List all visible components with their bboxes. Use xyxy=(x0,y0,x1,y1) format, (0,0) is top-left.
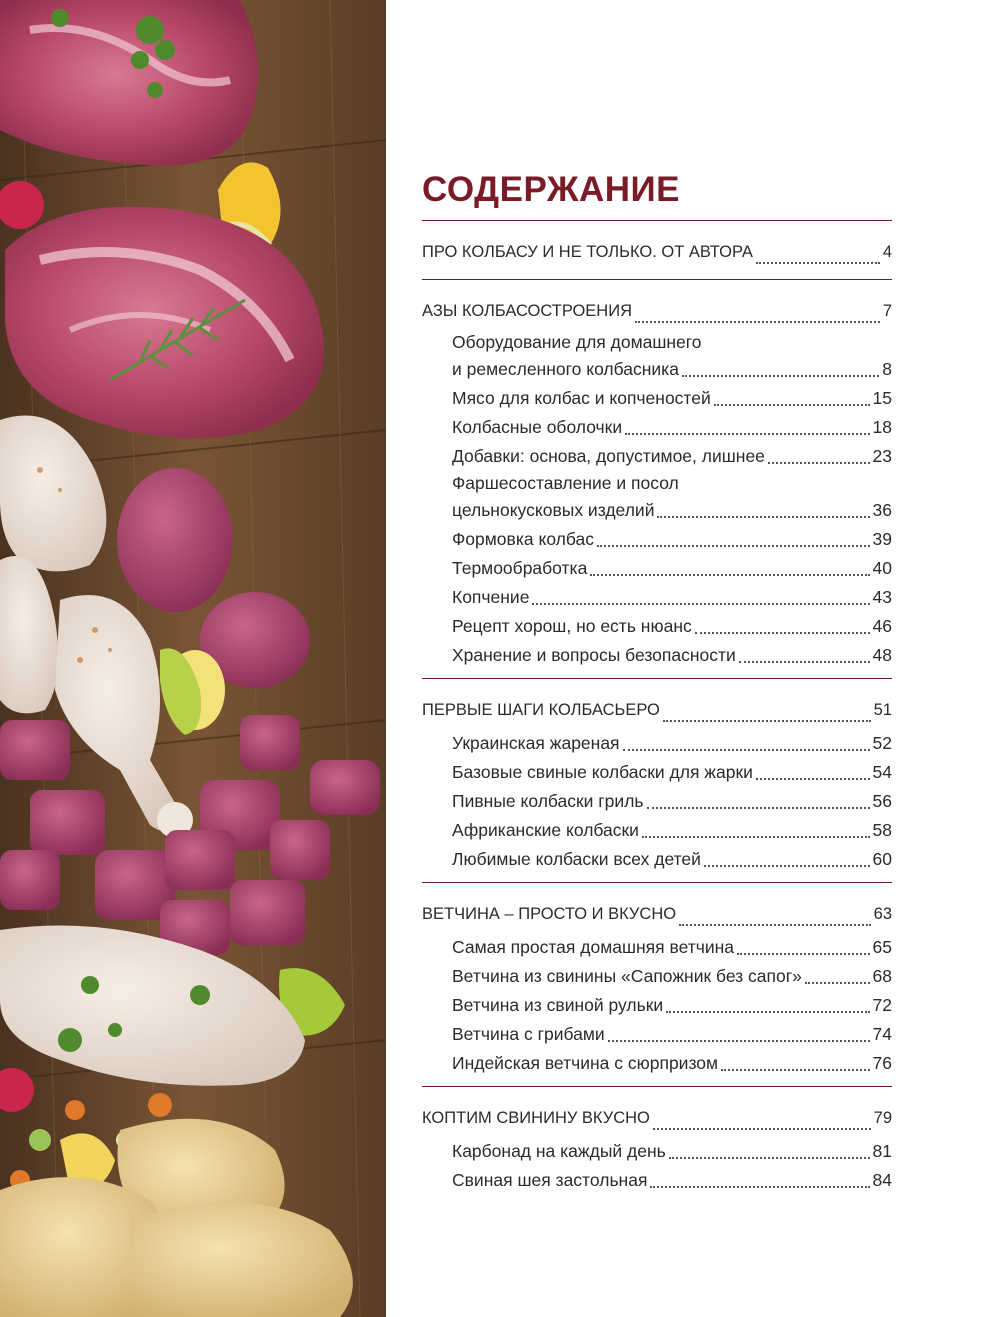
table-of-contents xyxy=(422,160,892,1203)
toc-entry[interactable] xyxy=(422,991,892,1020)
page-number: 84 xyxy=(872,1170,892,1190)
toc-section xyxy=(422,1086,892,1203)
entry-title: Термообработка xyxy=(452,558,588,578)
dot-leader xyxy=(642,836,870,838)
dot-leader xyxy=(650,1186,869,1188)
toc-entry[interactable] xyxy=(422,1137,892,1166)
dot-leader xyxy=(739,661,870,663)
entry-title: цельнокусковых изделий xyxy=(452,500,655,520)
page-number: 63 xyxy=(873,905,892,923)
toc-section xyxy=(422,220,892,279)
section-title: ПРО КОЛБАСУ И НЕ ТОЛЬКО. ОТ АВТОРА xyxy=(422,243,753,261)
page-number: 72 xyxy=(872,995,892,1015)
page-number: 51 xyxy=(873,701,892,719)
toc-section xyxy=(422,882,892,1086)
toc-entry[interactable] xyxy=(422,583,892,612)
meat-photo-illustration xyxy=(0,0,386,1317)
entry-title: Мясо для колбас и копченостей xyxy=(452,388,711,408)
toc-entry[interactable] xyxy=(422,845,892,874)
entry-title: Африканские колбаски xyxy=(452,820,639,840)
page-number: 15 xyxy=(872,388,892,408)
page-number: 65 xyxy=(872,937,892,957)
toc-entry[interactable] xyxy=(422,962,892,991)
toc-section-heading[interactable] xyxy=(422,288,892,330)
dot-leader xyxy=(695,632,870,634)
dot-leader xyxy=(653,1128,871,1130)
dot-leader xyxy=(669,1157,870,1159)
dot-leader xyxy=(756,778,870,780)
toc-entry[interactable] xyxy=(422,384,892,413)
entry-title: Любимые колбаски всех детей xyxy=(452,849,701,869)
toc-entry[interactable] xyxy=(422,413,892,442)
page-number: 36 xyxy=(872,500,892,520)
toc-entry[interactable] xyxy=(422,816,892,845)
page-number: 18 xyxy=(872,417,892,437)
entry-title-line: Оборудование для домашнего xyxy=(452,332,702,352)
dot-leader xyxy=(721,1069,869,1071)
dot-leader xyxy=(590,574,869,576)
page-number: 60 xyxy=(872,849,892,869)
dot-leader xyxy=(805,982,870,984)
toc-entry[interactable] xyxy=(422,525,892,554)
dot-leader xyxy=(663,720,871,722)
entry-title: Копчение xyxy=(452,587,530,607)
toc-section-heading[interactable] xyxy=(422,229,892,271)
toc-entry[interactable] xyxy=(422,933,892,962)
entry-title: Свиная шея застольная xyxy=(452,1170,648,1190)
dot-leader xyxy=(704,865,870,867)
entry-title: Ветчина из свиной рульки xyxy=(452,995,664,1015)
toc-section-heading[interactable] xyxy=(422,1095,892,1137)
dot-leader xyxy=(682,375,879,377)
dot-leader xyxy=(714,404,870,406)
section-title: КОПТИМ СВИНИНУ ВКУСНО xyxy=(422,1109,650,1127)
page-number: 8 xyxy=(882,359,892,379)
dot-leader xyxy=(657,516,869,518)
dot-leader xyxy=(532,603,869,605)
entry-title: Добавки: основа, допустимое, лишнее xyxy=(452,446,765,466)
entry-title: Базовые свиные колбаски для жарки xyxy=(452,762,753,782)
toc-entry[interactable] xyxy=(422,1020,892,1049)
page-number: 39 xyxy=(872,529,892,549)
toc-section-heading[interactable] xyxy=(422,891,892,933)
entry-title: Рецепт хорош, но есть нюанс xyxy=(452,616,692,636)
entry-title: Карбонад на каждый день xyxy=(452,1141,666,1161)
entry-title: Индейская ветчина с сюрпризом xyxy=(452,1053,719,1073)
toc-entry[interactable] xyxy=(422,442,892,471)
dot-leader xyxy=(597,545,870,547)
entry-title: Формовка колбас xyxy=(452,529,594,549)
dot-leader xyxy=(635,321,880,323)
section-title: ВЕТЧИНА – ПРОСТО И ВКУСНО xyxy=(422,905,677,923)
page-number: 81 xyxy=(872,1141,892,1161)
page-number: 7 xyxy=(882,302,892,320)
page-number: 56 xyxy=(872,791,892,811)
section-title: ПЕРВЫЕ ШАГИ КОЛБАСЬЕРО xyxy=(422,701,660,719)
page-number: 74 xyxy=(872,1024,892,1044)
toc-entry[interactable] xyxy=(422,729,892,758)
toc-entry[interactable] xyxy=(422,1166,892,1195)
page-number: 76 xyxy=(872,1053,892,1073)
dot-leader xyxy=(768,462,870,464)
toc-entry[interactable] xyxy=(422,612,892,641)
entry-title-line: Фаршесоставление и посол xyxy=(452,473,679,493)
dot-leader xyxy=(756,262,880,264)
entry-title: и ремесленного колбасника xyxy=(452,359,679,379)
toc-entry[interactable] xyxy=(422,330,892,384)
section-title: АЗЫ КОЛБАСОСТРОЕНИЯ xyxy=(422,302,632,320)
toc-sections xyxy=(422,220,892,1203)
dot-leader xyxy=(623,749,870,751)
dot-leader xyxy=(625,433,869,435)
page-number: 68 xyxy=(872,966,892,986)
page-number: 54 xyxy=(872,762,892,782)
toc-entry[interactable] xyxy=(422,641,892,670)
dot-leader xyxy=(647,807,870,809)
page-number: 48 xyxy=(872,645,892,665)
page-number: 4 xyxy=(882,243,892,261)
dot-leader xyxy=(608,1040,870,1042)
toc-entry[interactable] xyxy=(422,758,892,787)
toc-section xyxy=(422,678,892,882)
page-number: 46 xyxy=(872,616,892,636)
page-number: 40 xyxy=(872,558,892,578)
toc-entry[interactable] xyxy=(422,471,892,525)
page-number: 43 xyxy=(872,587,892,607)
entry-title: Ветчина с грибами xyxy=(452,1024,605,1044)
page-number: 79 xyxy=(873,1109,892,1127)
meat-photo xyxy=(0,0,386,1317)
toc-entry[interactable] xyxy=(422,554,892,583)
entry-title: Колбасные оболочки xyxy=(452,417,623,437)
entry-title: Хранение и вопросы безопасности xyxy=(452,645,736,665)
toc-entry[interactable] xyxy=(422,1049,892,1078)
page-number: 52 xyxy=(872,733,892,753)
page-title: СОДЕРЖАНИЕ xyxy=(422,170,681,209)
dot-leader xyxy=(666,1011,869,1013)
page-number: 23 xyxy=(872,446,892,466)
toc-section-heading[interactable] xyxy=(422,687,892,729)
dot-leader xyxy=(679,924,871,926)
entry-title: Самая простая домашняя ветчина xyxy=(452,937,735,957)
entry-title: Ветчина из свинины «Сапожник без сапог» xyxy=(452,966,802,986)
entry-title: Украинская жареная xyxy=(452,733,620,753)
entry-title: Пивные колбаски гриль xyxy=(452,791,644,811)
toc-entry[interactable] xyxy=(422,787,892,816)
dot-leader xyxy=(737,953,869,955)
toc-section xyxy=(422,279,892,678)
page-number: 58 xyxy=(872,820,892,840)
